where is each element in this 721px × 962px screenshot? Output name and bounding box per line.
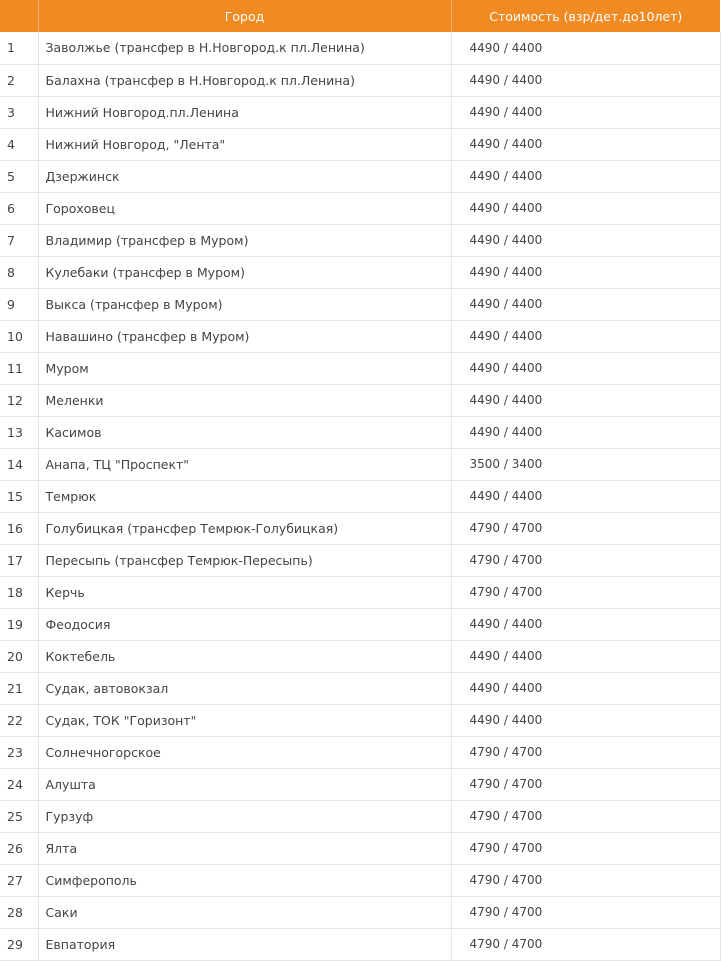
- row-price: 4790 / 4700: [451, 512, 720, 544]
- table-row: [0, 288, 720, 320]
- row-price: 4490 / 4400: [451, 640, 720, 672]
- row-number: 2: [0, 64, 38, 96]
- table-row: [0, 736, 720, 768]
- table-row: [0, 192, 720, 224]
- table-row: [0, 704, 720, 736]
- row-number: 17: [0, 544, 38, 576]
- row-number: 6: [0, 192, 38, 224]
- row-number: 14: [0, 448, 38, 480]
- row-number: 12: [0, 384, 38, 416]
- row-city: Феодосия: [38, 608, 451, 640]
- row-price: 4490 / 4400: [451, 64, 720, 96]
- row-number: 9: [0, 288, 38, 320]
- table-row: [0, 128, 720, 160]
- row-price: 4490 / 4400: [451, 608, 720, 640]
- table-row: [0, 320, 720, 352]
- table-row: [0, 480, 720, 512]
- row-city: Темрюк: [38, 480, 451, 512]
- row-city: Навашино (трансфер в Муром): [38, 320, 451, 352]
- row-city: Нижний Новгород, "Лента": [38, 128, 451, 160]
- header-city: Город: [38, 0, 451, 32]
- row-city: Балахна (трансфер в Н.Новгород.к пл.Ленина): [38, 64, 451, 96]
- row-price: 4490 / 4400: [451, 672, 720, 704]
- row-number: 18: [0, 576, 38, 608]
- row-number: 11: [0, 352, 38, 384]
- row-price: 4490 / 4400: [451, 288, 720, 320]
- row-city: Анапа, ТЦ "Проспект": [38, 448, 451, 480]
- table-row: [0, 896, 720, 928]
- table-row: [0, 832, 720, 864]
- row-price: 4490 / 4400: [451, 704, 720, 736]
- table-row: [0, 160, 720, 192]
- header-number: [0, 0, 38, 32]
- row-number: 4: [0, 128, 38, 160]
- row-city: Гурзуф: [38, 800, 451, 832]
- table-row: [0, 32, 720, 64]
- table-row: [0, 544, 720, 576]
- row-price: 4490 / 4400: [451, 352, 720, 384]
- row-city: Голубицкая (трансфер Темрюк-Голубицкая): [38, 512, 451, 544]
- row-city: Касимов: [38, 416, 451, 448]
- row-price: 4790 / 4700: [451, 576, 720, 608]
- row-city: Пересыпь (трансфер Темрюк-Пересыпь): [38, 544, 451, 576]
- row-price: 4490 / 4400: [451, 192, 720, 224]
- row-city: Муром: [38, 352, 451, 384]
- row-city: Меленки: [38, 384, 451, 416]
- row-number: 19: [0, 608, 38, 640]
- row-city: Коктебель: [38, 640, 451, 672]
- row-price: 4790 / 4700: [451, 928, 720, 960]
- table-row: [0, 352, 720, 384]
- row-price: 4490 / 4400: [451, 480, 720, 512]
- row-city: Ялта: [38, 832, 451, 864]
- row-number: 26: [0, 832, 38, 864]
- row-price: 4790 / 4700: [451, 864, 720, 896]
- table-row: [0, 928, 720, 960]
- row-price: 4490 / 4400: [451, 160, 720, 192]
- table-row: [0, 384, 720, 416]
- table-row: [0, 800, 720, 832]
- row-city: Заволжье (трансфер в Н.Новгород.к пл.Ленина): [38, 32, 451, 64]
- row-number: 25: [0, 800, 38, 832]
- row-city: Симферополь: [38, 864, 451, 896]
- row-number: 22: [0, 704, 38, 736]
- row-price: 4490 / 4400: [451, 416, 720, 448]
- row-city: Кулебаки (трансфер в Муром): [38, 256, 451, 288]
- table-row: [0, 448, 720, 480]
- header-price: Стоимость (взр/дет.до10лет): [451, 0, 720, 32]
- row-number: 5: [0, 160, 38, 192]
- row-price: 4490 / 4400: [451, 32, 720, 64]
- row-number: 15: [0, 480, 38, 512]
- table-row: [0, 224, 720, 256]
- row-price: 4790 / 4700: [451, 736, 720, 768]
- table-header-row: [0, 0, 720, 32]
- table-row: [0, 640, 720, 672]
- row-price: 4490 / 4400: [451, 96, 720, 128]
- table-row: [0, 416, 720, 448]
- row-number: 16: [0, 512, 38, 544]
- row-price: 4490 / 4400: [451, 128, 720, 160]
- table-row: [0, 512, 720, 544]
- row-city: Судак, автовокзал: [38, 672, 451, 704]
- row-number: 24: [0, 768, 38, 800]
- row-city: Владимир (трансфер в Муром): [38, 224, 451, 256]
- table-row: [0, 864, 720, 896]
- row-price: 4790 / 4700: [451, 800, 720, 832]
- row-price: 4790 / 4700: [451, 544, 720, 576]
- table-row: [0, 96, 720, 128]
- row-number: 3: [0, 96, 38, 128]
- row-price: 4490 / 4400: [451, 320, 720, 352]
- row-number: 23: [0, 736, 38, 768]
- table-row: [0, 256, 720, 288]
- row-number: 27: [0, 864, 38, 896]
- row-price: 4790 / 4700: [451, 832, 720, 864]
- row-city: Нижний Новгород.пл.Ленина: [38, 96, 451, 128]
- row-number: 20: [0, 640, 38, 672]
- table-row: [0, 672, 720, 704]
- row-price: 4790 / 4700: [451, 768, 720, 800]
- row-number: 21: [0, 672, 38, 704]
- table-row: [0, 576, 720, 608]
- row-number: 29: [0, 928, 38, 960]
- row-number: 13: [0, 416, 38, 448]
- row-city: Евпатория: [38, 928, 451, 960]
- row-price: 4490 / 4400: [451, 224, 720, 256]
- row-city: Гороховец: [38, 192, 451, 224]
- row-city: Керчь: [38, 576, 451, 608]
- row-city: Дзержинск: [38, 160, 451, 192]
- row-number: 10: [0, 320, 38, 352]
- row-price: 4790 / 4700: [451, 896, 720, 928]
- row-number: 28: [0, 896, 38, 928]
- row-city: Саки: [38, 896, 451, 928]
- row-price: 4490 / 4400: [451, 384, 720, 416]
- row-city: Судак, ТОК "Горизонт": [38, 704, 451, 736]
- table-body: [0, 32, 720, 960]
- row-price: 4490 / 4400: [451, 256, 720, 288]
- table-row: [0, 608, 720, 640]
- row-city: Алушта: [38, 768, 451, 800]
- table-row: [0, 768, 720, 800]
- row-number: 8: [0, 256, 38, 288]
- row-city: Солнечногорское: [38, 736, 451, 768]
- row-number: 1: [0, 32, 38, 64]
- row-city: Выкса (трансфер в Муром): [38, 288, 451, 320]
- row-number: 7: [0, 224, 38, 256]
- table-row: [0, 64, 720, 96]
- row-price: 3500 / 3400: [451, 448, 720, 480]
